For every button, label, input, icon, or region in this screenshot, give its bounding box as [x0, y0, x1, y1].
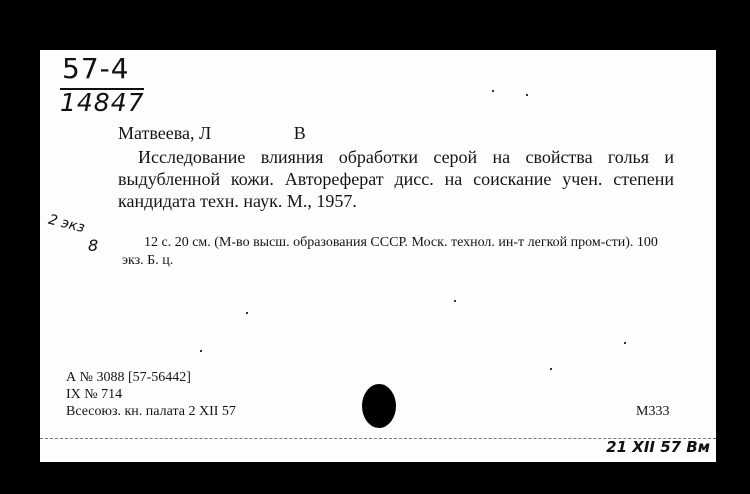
scan-speck	[246, 312, 248, 314]
author-line	[118, 123, 306, 144]
scan-speck	[200, 350, 202, 352]
shelf-mark-top: 57-4	[62, 52, 130, 85]
physical-description: 12 с. 20 см. (М-во высш. образования СССР. Моск. технол. ин-т легкой пром-сти). 100 экз. Б. ц.	[122, 235, 658, 268]
author-initial-1: Л	[199, 123, 212, 143]
handwritten-copies-mark: 8	[88, 236, 99, 255]
title-description: Исследование влияния обработки серой на свойства голья и выдубленной кожи. Автореферат дисс. на соискание учен. степени кандидата техн. наук. М., 1957.	[118, 147, 674, 211]
scan-speck	[624, 342, 626, 344]
registry-series: IX № 714	[66, 387, 123, 402]
registry-number: А № 3088 [57-56442]	[66, 370, 191, 385]
shelf-mark-bottom: 14847	[60, 88, 145, 117]
handwritten-copies-note: 2 экз	[46, 211, 87, 237]
author-initial-2: В	[293, 123, 306, 143]
handwritten-bottom-note: 21 XII 57 Вм	[606, 438, 710, 456]
scan-speck	[492, 90, 494, 92]
catalog-card	[40, 50, 716, 462]
registry-chamber-date: Всесоюз. кн. палата 2 XII 57	[66, 404, 236, 419]
scan-speck	[550, 368, 552, 370]
author-surname: Матвеева,	[118, 123, 195, 143]
card-code: М333	[636, 404, 670, 419]
punch-hole	[362, 384, 396, 428]
scan-speck	[526, 94, 528, 96]
scan-speck	[454, 300, 456, 302]
